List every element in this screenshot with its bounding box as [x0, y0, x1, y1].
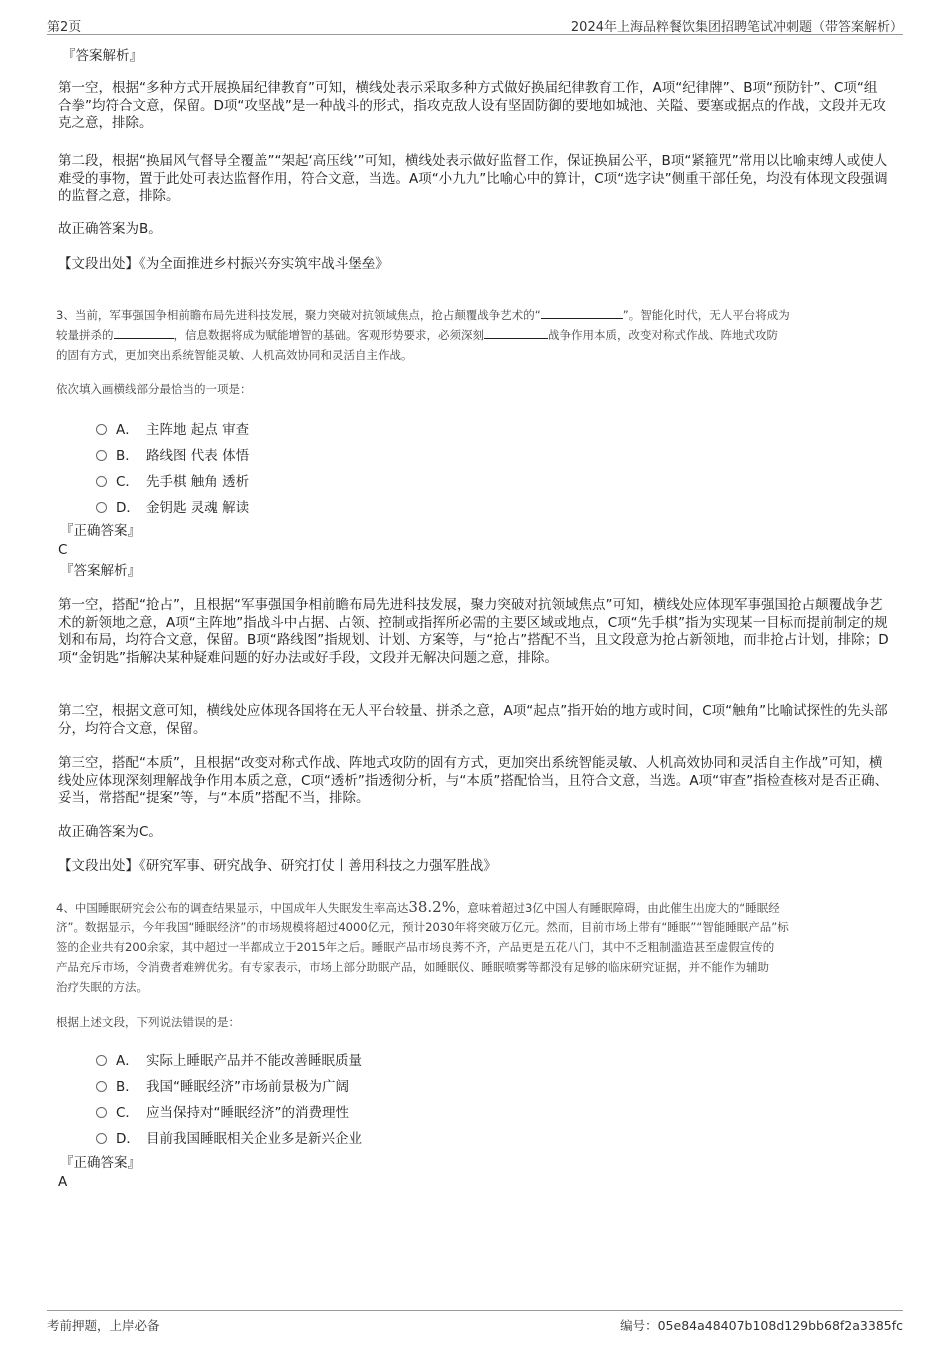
document-code: 编号：05e84a48407b108d129bb68f2a3385fc — [620, 1318, 903, 1333]
q3-answer-line: 故正确答案为C。 — [58, 824, 162, 840]
q2-source: 【文段出处】《为全面推进乡村振兴夯实筑牢战斗堡垒》 — [58, 256, 389, 272]
q3-stem-line3: 的固有方式，更加突出系统智能灵敏、人机高效协同和灵活自主作战。 — [56, 348, 413, 362]
q4-stem-line2: 济”。数据显示，今年我国“睡眠经济”的市场规模将超过4000亿元，预计2030年将突破万亿元。然而，目前市场上带有“睡眠”“智能睡眠产品”标 — [56, 920, 789, 934]
q4-correct-label: 『正确答案』 — [60, 1155, 141, 1171]
q3-option-a[interactable]: A． 主阵地 起点 审查 — [96, 418, 249, 438]
q4-option-d[interactable]: D． 目前我国睡眠相关企业多是新兴企业 — [96, 1127, 362, 1147]
q4-option-b[interactable]: B． 我国“睡眠经济”市场前景极为广阔 — [96, 1075, 349, 1095]
radio-icon[interactable] — [96, 450, 107, 461]
q2-analysis-label: 『答案解析』 — [62, 48, 143, 64]
q4-prompt: 根据上述文段，下列说法错误的是： — [56, 1015, 240, 1029]
q3-analysis-para1: 第一空，搭配“抢占”，且根据“军事强国争相前瞻布局先进科技发展，聚力突破对抗领域焦点”可知，横线处应体现军事强国抢占颠覆战争艺术的新领地之意，A项“主阵地”指战斗中占据、占领、控制或指挥所必需的主要区域或地点，C项“先手棋”指为实现某一目标而提前制定的规划和布局，均符合文意，保留。B项“路线图”指规划、计划、方案等，与“抢占”搭配不当，且文段意为抢占新领地，而非抢占计划，排除；D项“金钥匙”指解决某种疑难问题的好办法或好手段，文段并无解决问题之意，排除。 — [58, 597, 889, 666]
q3-blank-1 — [541, 306, 623, 319]
q2-analysis-para1: 第一空，根据“多种方式开展换届纪律教育”可知，横线处表示采取多种方式做好换届纪律教育工作，A项“纪律牌”、B项“预防针”、C项“组合拳”均符合文意，保留。D项“攻坚战”是一种战斗的形式，指攻克敌人设有坚固防御的要地如城池、关隘、要塞或据点的作战，文段并无攻克之意，排除。 — [58, 80, 886, 131]
q4-stem-line1: 4、中国睡眠研究会公布的调查结果显示，中国成年人失眠发生率高达38.2%，意味着超过3亿中国人有睡眠障碍，由此催生出庞大的“睡眠经 — [56, 898, 780, 916]
radio-icon[interactable] — [96, 476, 107, 487]
radio-icon[interactable] — [96, 424, 107, 435]
q4-stem-line4: 产品充斥市场，令消费者难辨优劣。有专家表示，市场上部分助眠产品，如睡眠仪、睡眠喷雾等都没有足够的临床研究证据，并不能作为辅助 — [56, 960, 769, 974]
footer-slogan: 考前押题，上岸必备 — [47, 1318, 160, 1333]
page-footer — [47, 1310, 903, 1333]
q3-blank-2 — [114, 326, 174, 339]
q3-option-b[interactable]: B． 路线图 代表 体悟 — [96, 444, 249, 464]
radio-icon[interactable] — [96, 1133, 107, 1144]
page-number: 第2页 — [47, 20, 82, 35]
radio-icon[interactable] — [96, 1055, 107, 1066]
q3-option-d[interactable]: D． 金钥匙 灵魂 解读 — [96, 496, 249, 516]
radio-icon[interactable] — [96, 502, 107, 513]
radio-icon[interactable] — [96, 1107, 107, 1118]
radio-icon[interactable] — [96, 1081, 107, 1092]
q3-analysis-label: 『答案解析』 — [60, 563, 141, 579]
q3-analysis-para2: 第二空，根据文意可知，横线处应体现各国将在无人平台较量、拼杀之意，A项“起点”指开始的地方或时间，C项“触角”比喻试探性的先头部分，均符合文意，保留。 — [58, 703, 888, 737]
page-header — [47, 14, 903, 35]
q3-blank-3 — [484, 326, 548, 339]
q3-correct-label: 『正确答案』 — [60, 523, 141, 539]
q3-stem-line1: 3、当前，军事强国争相前瞻布局先进科技发展，聚力突破对抗领域焦点，抢占颠覆战争艺术的“ ”。智能化时代，无人平台将成为 — [56, 308, 790, 322]
q4-rate-value: 38.2% — [408, 898, 456, 916]
q2-analysis-para2: 第二段，根据“换届风气督导全覆盖”“架起‘高压线’”可知，横线处表示做好监督工作，保证换届公平，B项“紧箍咒”常用以比喻束缚人或使人难受的事物，置于此处可表达监督作用，符合文意，当选。A项“小九九”比喻心中的算计，C项“选字诀”侧重干部任免，均没有体现文段强调的监督之意，排除。 — [58, 153, 888, 204]
q3-stem-line2: 较量拼杀的 ，信息数据将成为赋能增智的基础。客观形势要求，必须深刻 战争作用本质，改变对称式作战、阵地式攻防 — [56, 328, 778, 342]
q3-prompt: 依次填入画横线部分最恰当的一项是： — [56, 382, 252, 396]
q3-correct-answer: C — [58, 542, 68, 558]
q3-source: 【文段出处】《研究军事、研究战争、研究打仗丨善用科技之力强军胜战》 — [58, 858, 497, 874]
q4-correct-answer: A — [58, 1174, 68, 1190]
q4-stem-line5: 治疗失眠的方法。 — [56, 980, 148, 994]
q4-option-c[interactable]: C． 应当保持对“睡眠经济”的消费理性 — [96, 1101, 349, 1121]
q3-option-c[interactable]: C． 先手棋 触角 透析 — [96, 470, 249, 490]
document-title: 2024年上海品粹餐饮集团招聘笔试冲刺题（带答案解析） — [570, 20, 903, 35]
q3-analysis-para3: 第三空，搭配“本质”，且根据“改变对称式作战、阵地式攻防的固有方式，更加突出系统智能灵敏、人机高效协同和灵活自主作战”可知，横线处应体现深刻理解战争作用本质之意，C项“透析”指透彻分析，与“本质”搭配恰当，且符合文意，当选。A项“审查”指检查核对是否正确、妥当，常搭配“提案”等，与“本质”搭配不当，排除。 — [58, 755, 889, 806]
q4-stem-line3: 签的企业共有200余家，其中超过一半都成立于2015年之后。睡眠产品市场良莠不齐，产品更是五花八门，其中不乏粗制滥造甚至虚假宣传的 — [56, 940, 775, 954]
q4-option-a[interactable]: A． 实际上睡眠产品并不能改善睡眠质量 — [96, 1049, 362, 1069]
q2-answer-line: 故正确答案为B。 — [58, 221, 162, 237]
